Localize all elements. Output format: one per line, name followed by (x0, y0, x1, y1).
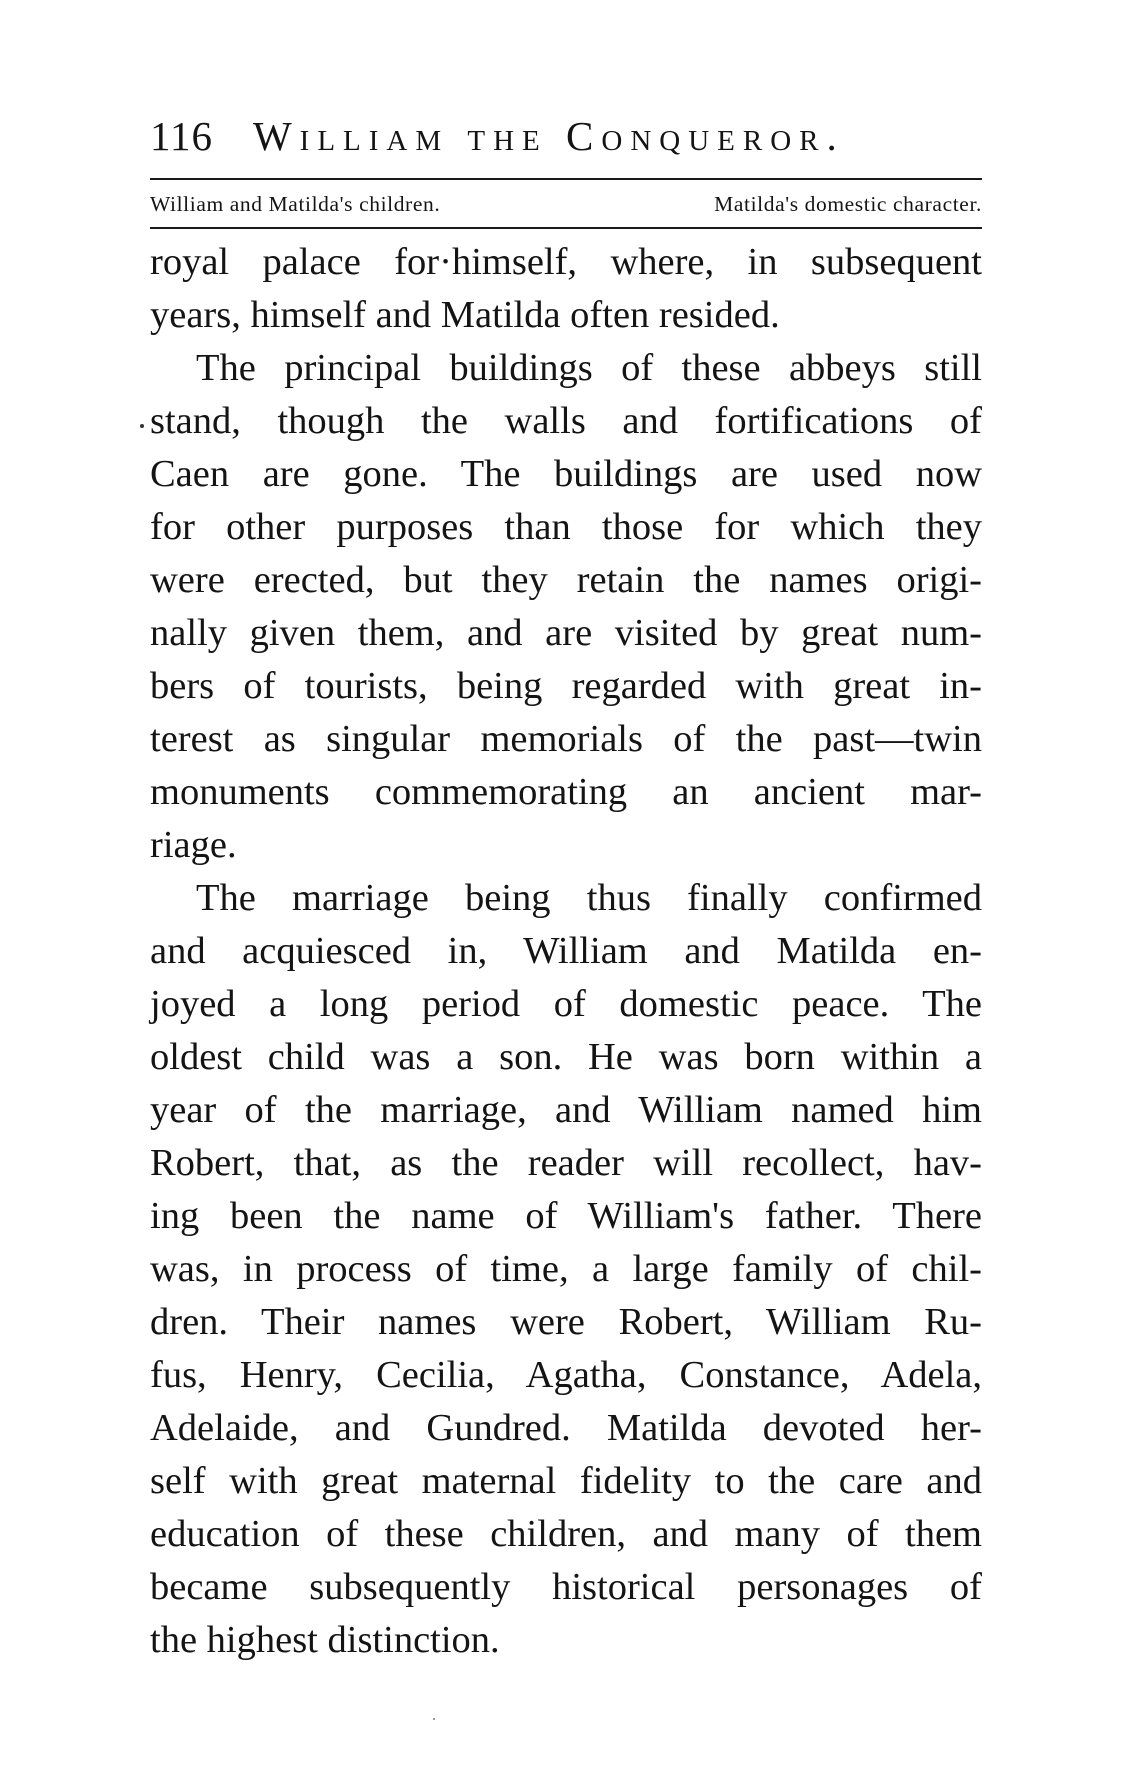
text-line: self with great maternal fidelity to the care and (150, 1460, 982, 1502)
text-line: Caen are gone. The buildings are used now (150, 453, 982, 495)
text-line: monuments commemorating an ancient mar- (150, 771, 982, 813)
text-line: for other purposes than those for which they (150, 506, 982, 548)
text-line: became subsequently historical personages of (150, 1566, 982, 1608)
side-headings (150, 186, 982, 222)
stray-ink-mark (140, 424, 144, 428)
body-text (150, 236, 982, 1667)
bottom-rule (150, 227, 982, 229)
right-side-heading: Matilda's domestic character. (714, 191, 982, 216)
text-line: Robert, that, as the reader will recollect, hav- (150, 1142, 982, 1184)
running-head (150, 112, 980, 168)
text-line: The marriage being thus finally confirmed (196, 877, 982, 919)
text-line: education of these children, and many of them (150, 1513, 982, 1555)
text-line: riage. (150, 824, 237, 866)
text-line: stand, though the walls and fortifications of (150, 400, 982, 442)
text-line: bers of tourists, being regarded with great in- (150, 665, 982, 707)
text-line: was, in process of time, a large family of chil- (150, 1248, 982, 1290)
text-line: oldest child was a son. He was born within a (150, 1036, 982, 1078)
page-number: 116 (150, 113, 213, 159)
text-line: year of the marriage, and William named him (150, 1089, 982, 1131)
text-line: fus, Henry, Cecilia, Agatha, Constance, Adela, (150, 1354, 982, 1396)
text-line: royal palace for·himself, where, in subsequent (150, 241, 982, 283)
text-line: were erected, but they retain the names origi- (150, 559, 982, 601)
text-line: Adelaide, and Gundred. Matilda devoted her- (150, 1407, 982, 1449)
left-side-heading: William and Matilda's children. (150, 191, 441, 216)
text-line: the highest distinction. (150, 1619, 500, 1661)
stray-ink-mark (433, 1718, 435, 1720)
text-line: The principal buildings of these abbeys still (196, 347, 982, 389)
text-line: nally given them, and are visited by great num- (150, 612, 982, 654)
text-line: and acquiesced in, William and Matilda en- (150, 930, 982, 972)
text-line: dren. Their names were Robert, William Ru- (150, 1301, 982, 1343)
text-line: ing been the name of William's father. There (150, 1195, 982, 1237)
text-line: years, himself and Matilda often resided. (150, 294, 780, 336)
text-line: terest as singular memorials of the past—twin (150, 718, 982, 760)
text-line: joyed a long period of domestic peace. The (150, 983, 982, 1025)
running-title: William the Conqueror. (252, 113, 845, 159)
top-rule (150, 178, 982, 180)
